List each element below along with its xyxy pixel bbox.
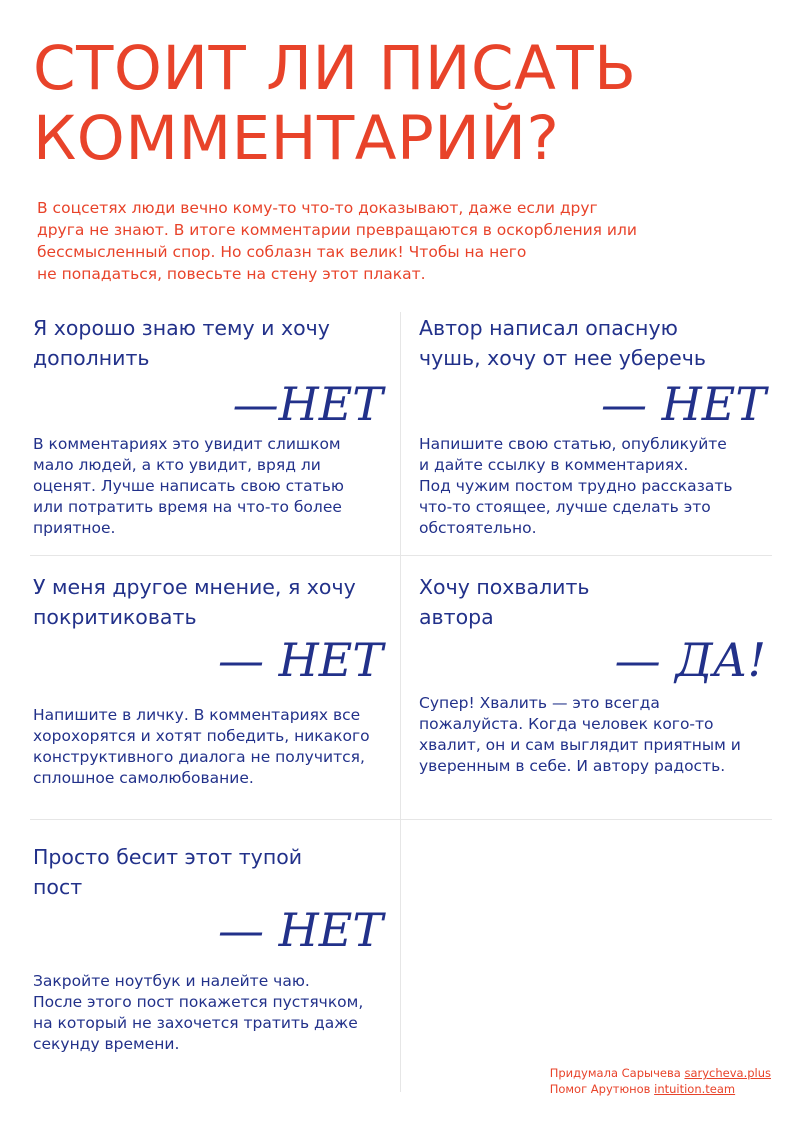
cell-body-line: Закройте ноутбук и налейте чаю. [33, 972, 310, 990]
cell-body-line: или потратить время на что-то более [33, 498, 342, 516]
cell-body-line: и дайте ссылку в комментариях. [419, 456, 689, 474]
cell-stupid-post [33, 842, 383, 1082]
cell-body-line: хвалит, он и сам выглядит приятным и [419, 736, 741, 754]
cell-body-line: уверенным в себе. И автору радость. [419, 757, 726, 775]
verdict-no: — НЕТ [218, 633, 383, 687]
cell-body-line: секунду времени. [33, 1035, 180, 1053]
credits [550, 1065, 771, 1097]
cell-body-line: хорохорятся и хотят победить, никакого [33, 727, 370, 745]
cell-title-line: дополнить [33, 346, 150, 370]
cell-know-topic [33, 313, 383, 553]
cell-title-line: У меня другое мнение, я хочу [33, 575, 356, 599]
horizontal-divider [30, 819, 772, 820]
verdict-yes: — ДА! [614, 633, 766, 687]
cell-body [33, 971, 363, 1055]
cell-body-line: Супер! Хвалить — это всегда [419, 694, 660, 712]
cell-body-line: пожалуйста. Когда человек кого-то [419, 715, 714, 733]
cell-title-line: автора [419, 605, 494, 629]
intro-line: бессмысленный спор. Но соблазн так велик! Чтобы на него [37, 243, 527, 261]
cell-title [33, 572, 378, 632]
intuition-link[interactable]: intuition.team [654, 1082, 736, 1096]
cell-body [33, 705, 370, 789]
cell-title [419, 313, 764, 373]
verdict-no: —НЕТ [232, 377, 383, 431]
cell-body-line: сплошное самолюбование. [33, 769, 254, 787]
credit-author-line [550, 1065, 771, 1081]
cell-body-line: конструктивного диалога не получится, [33, 748, 365, 766]
cell-body-line: мало людей, а кто увидит, вряд ли [33, 456, 321, 474]
cell-title-line: чушь, хочу от нее уберечь [419, 346, 706, 370]
horizontal-divider [30, 555, 772, 556]
credit-helper-line [550, 1081, 771, 1097]
cell-body-line: на который не захочется тратить даже [33, 1014, 358, 1032]
poster-title-line-1: СТОИТ ЛИ ПИСАТЬ [33, 33, 637, 104]
vertical-divider [400, 312, 401, 1092]
cell-body-line: После этого пост покажется пустячком, [33, 993, 364, 1011]
cell-body-line: Напишите свою статью, опубликуйте [419, 435, 727, 453]
intro-line: В соцсетях люди вечно кому-то что-то доказывают, даже если друг [37, 199, 598, 217]
cell-title [33, 313, 378, 373]
cell-title-line: Я хорошо знаю тему и хочу [33, 316, 330, 340]
cell-body-line: Под чужим постом трудно рассказать [419, 477, 733, 495]
cell-body-line: обстоятельно. [419, 519, 537, 537]
sarycheva-link[interactable]: sarycheva.plus [684, 1066, 771, 1080]
intro-line: друга не знают. В итоге комментарии превращаются в оскорбления или [37, 221, 637, 239]
cell-title-line: Хочу похвалить [419, 575, 590, 599]
intro-paragraph [37, 197, 677, 285]
cell-body-line: Напишите в личку. В комментариях все [33, 706, 361, 724]
cell-title-line: Просто бесит этот тупой [33, 845, 303, 869]
cell-title-line: покритиковать [33, 605, 197, 629]
poster-title-line-2: КОММЕНТАРИЙ? [33, 103, 560, 174]
cell-body [33, 434, 344, 539]
cell-body-line: что-то стоящее, лучше сделать это [419, 498, 711, 516]
cell-dangerous-nonsense [419, 313, 764, 553]
cell-body [419, 434, 733, 539]
credit-helper-text: Помог Арутюнов [549, 1082, 655, 1096]
credit-author-text: Придумала Сарычева [549, 1066, 685, 1080]
cell-body [419, 693, 741, 777]
cell-title [419, 572, 764, 632]
cell-body-line: приятное. [33, 519, 116, 537]
intro-line: не попадаться, повесьте на стену этот плакат. [37, 265, 426, 283]
cell-title-line: пост [33, 875, 83, 899]
cell-body-line: оценят. Лучше написать свою статью [33, 477, 344, 495]
verdict-no: — НЕТ [218, 903, 383, 957]
cell-body-line: В комментариях это увидит слишком [33, 435, 341, 453]
cell-title-line: Автор написал опасную [419, 316, 678, 340]
cell-praise-author [419, 572, 764, 812]
cell-title [33, 842, 378, 902]
cell-different-opinion [33, 572, 383, 812]
poster-title [33, 34, 773, 174]
verdict-no: — НЕТ [601, 377, 766, 431]
